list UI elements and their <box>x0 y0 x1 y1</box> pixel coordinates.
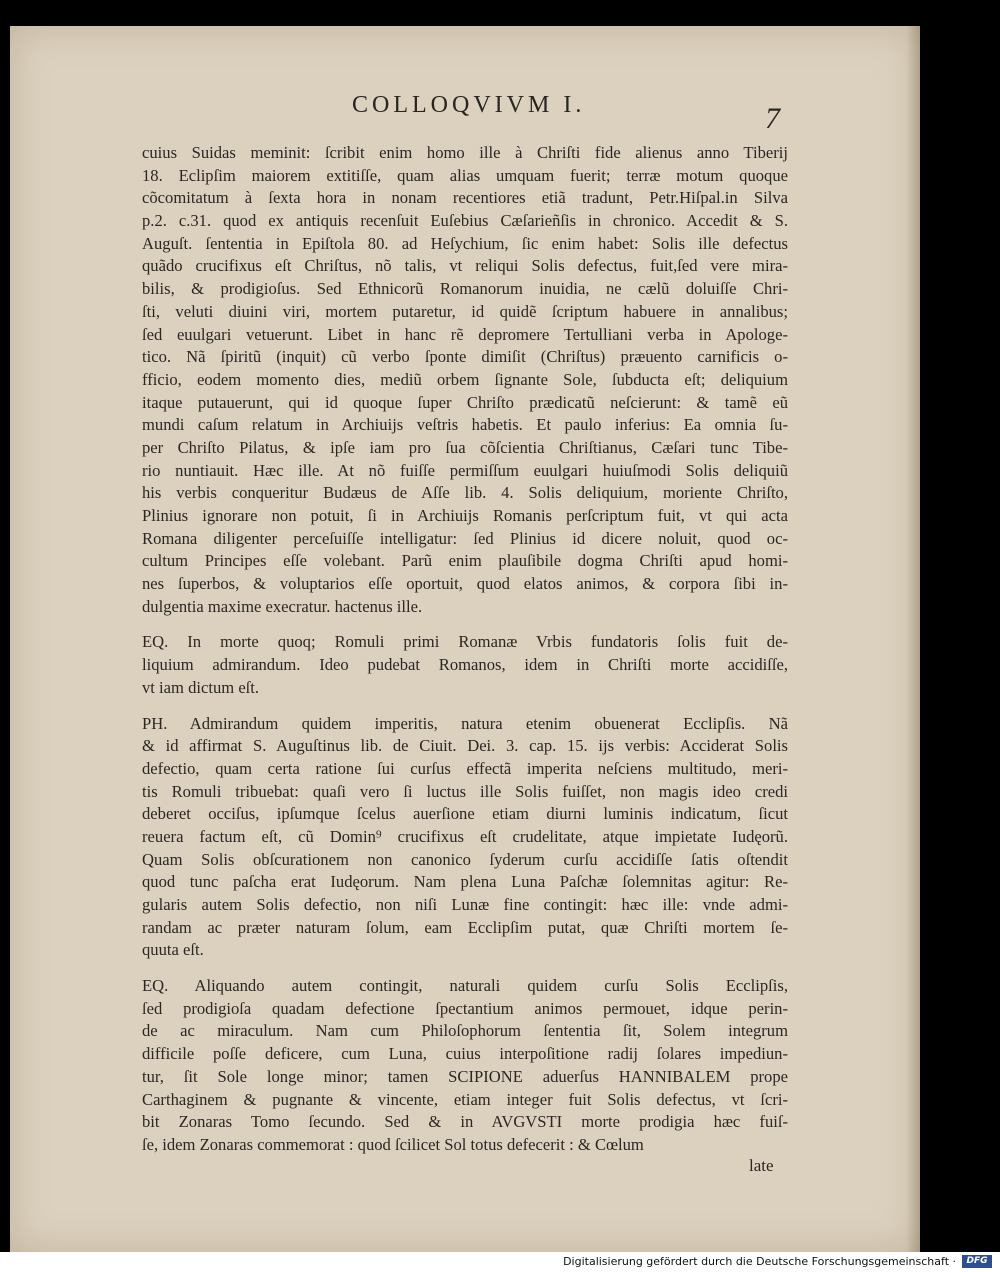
text-line: cultum Principes eſſe volebant. Parũ enim plauſibile dogma Chriſti apud homi- <box>142 551 788 571</box>
main-text <box>142 142 788 1157</box>
digitization-footer <box>0 1252 1000 1272</box>
text-line: Romana diligenter perceſuiſſe intelligatur: ſed Plinius id dicere noluit, quod oc- <box>142 528 788 548</box>
text-line: tico. Nã ſpiritũ (inquit) cũ verbo ſponte dimiſit (Chriſtus) præuento carnificis o- <box>142 347 788 367</box>
page-number: 7 <box>765 102 780 135</box>
text-line: & id affirmat S. Auguſtinus lib. de Ciuit. Dei. 3. cap. 15. ijs verbis: Acciderat Solis <box>142 736 788 756</box>
text-line: difficile poſſe deficere, cum Luna, cuius interpoſitione radij ſolares impediun- <box>142 1044 788 1064</box>
text-line: Carthaginem & pugnante & vincente, etiam integer fuit Solis defectus, vt ſcri- <box>142 1089 788 1109</box>
text-line: deberet occiſus, ipſumque ſcelus auerſione etiam diurni luminis indicatum, ſicut <box>142 804 788 824</box>
text-line: mundi caſum relatum in Archiuijs veſtris habetis. Et paulo inferius: Ea omnia ſu- <box>142 415 788 435</box>
text-line: quuta eſt. <box>142 940 204 960</box>
text-line: randam ac præter naturam ſolum, eam Ecclipſim putat, quæ Chriſti mortem ſe- <box>142 917 788 937</box>
text-line: ſed prodigioſa quadam defectione ſpectantium animos permouet, idque perin- <box>142 998 788 1018</box>
paragraph-gap <box>142 962 788 975</box>
text-line: ſti, veluti diuini viri, mortem putaretur, id quidẽ ſcriptum habuere in annalibus; <box>142 301 788 321</box>
text-line: p.2. c.31. quod ex antiquis recenſuit Euſebius Cæſarieñſis in chronico. Accedit & S. <box>142 211 788 231</box>
book-page <box>10 26 920 1252</box>
text-line: gularis autem Solis defectio, non niſi Lunæ fine contingit: hæc ille: vnde admi- <box>142 895 788 914</box>
text-line: vt iam dictum eſt. <box>142 677 260 697</box>
text-line: fficio, eodem momento dies, mediũ orbem ſignante Sole, ſubducta eſt; deliquium <box>142 369 788 389</box>
dfg-logo: DFG <box>962 1255 992 1268</box>
paragraph <box>142 975 788 1157</box>
text-line: cuius Suidas meminit: ſcribit enim homo ille à Chriſti fide alienus anno Tiberij <box>142 143 788 162</box>
text-line: his verbis conqueritur Budæus de Aſſe lib. 4. Solis deliquium, moriente Chriſto, <box>142 483 788 503</box>
text-line: rio nuntiauit. Hæc ille. At nõ fuiſſe permiſſum euulgari huiuſmodi Solis deliquiũ <box>142 460 788 480</box>
text-line: tis Romuli tribuebat: quaſi vero ſi luctus ille Solis fuiſſet, non magis ideo credi <box>142 781 788 801</box>
paragraph-gap <box>142 618 788 631</box>
text-line: reuera factum eſt, cũ Domin⁹ crucifixus eſt crudelitate, atque impietate Iudęorũ. <box>142 826 788 846</box>
text-line: tur, ſit Sole longe minor; tamen SCIPIONE aduerſus HANNIBALEM prope <box>142 1066 788 1086</box>
text-line: Plinius ignorare non potuit, ſi in Archiuijs Romanis perſcriptum fuit, vt qui acta <box>142 506 788 525</box>
text-line: de ac miraculum. Nam cum Philoſophorum ſententia ſit, Solem integrum <box>142 1021 788 1041</box>
text-line: Quam Solis obſcurationem non canonico ſyderum curſu accidiſſe ſatis oſtendit <box>142 849 788 869</box>
text-line: cõcomitatum à ſexta hora in nonam recentiores etiã tradunt, Petr.Hiſpal.in Silva <box>142 188 788 208</box>
text-line: bilis, & prodigioſus. Sed Ethnicorũ Romanorum inuidia, ne cælũ doluiſſe Chri- <box>142 279 788 299</box>
text-line: ſed euulgari vetuerunt. Libet in hanc rẽ depromere Tertulliani verba in Apologe- <box>142 324 788 344</box>
text-line: dulgentia maxime execratur. hactenus ille. <box>142 596 423 616</box>
catchword: late <box>749 1156 774 1175</box>
text-line: ſe, idem Zonaras commemorat : quod ſcilicet Sol totus defecerit : & Cœlum <box>142 1134 644 1154</box>
text-line: EQ. Aliquando autem contingit, naturali quidem curſu Solis Ecclipſis, <box>142 976 788 996</box>
text-line: quãdo crucifixus eſt Chriſtus, nõ talis, vt reliqui Solis defectus, fuit,ſed vere mira- <box>142 256 788 276</box>
text-line: liquium admirandum. Ideo pudebat Romanos, idem in Chriſti morte accidiſſe, <box>142 655 788 675</box>
text-line: PH. Admirandum quidem imperitis, natura etenim obuenerat Ecclipſis. Nã <box>142 713 788 733</box>
paragraph <box>142 713 788 963</box>
text-line: per Chriſto Pilatus, & ipſe iam pro ſua cõſcientia Chriſtianus, Cæſari tunc Tibe- <box>142 437 788 457</box>
text-line: nes ſuperbos, & voluptarios eſſe oportuit, quod elatos animos, & corpora ſibi in- <box>142 574 788 594</box>
text-line: EQ. In morte quoq; Romuli primi Romanæ Vrbis fundatoris ſolis fuit de- <box>142 632 788 652</box>
text-line: defectio, quam certa ratione ſui curſus effectã imperita neſciens multitudo, meri- <box>142 758 788 778</box>
paragraph-gap <box>142 700 788 713</box>
text-line: 18. Eclipſim maiorem extitiſſe, quam alias umquam fuerit; terræ motum quoque <box>142 165 788 185</box>
running-head: COLLOQVIVM I. <box>352 92 586 118</box>
paragraph <box>142 142 788 618</box>
text-line: itaque putauerunt, qui id quoque ſuper Chriſto prædicatũ neſcierunt: & tamẽ eũ <box>142 392 788 412</box>
text-line: bit Zonaras Tomo ſecundo. Sed & in AVGVSTI morte prodigia hæc fuiſ- <box>142 1112 788 1132</box>
paragraph <box>142 631 788 699</box>
text-line: Auguſt. ſententia in Epiſtola 80. ad Heſychium, ſic enim habet: Solis ille defectus <box>142 233 788 253</box>
text-line: quod tunc paſcha erat Iudęorum. Nam plena Luna Paſchæ ſolemnitas agitur: Re- <box>142 872 788 892</box>
footer-credit: Digitalisierung gefördert durch die Deutsche Forschungsgemeinschaft · <box>563 1255 956 1268</box>
